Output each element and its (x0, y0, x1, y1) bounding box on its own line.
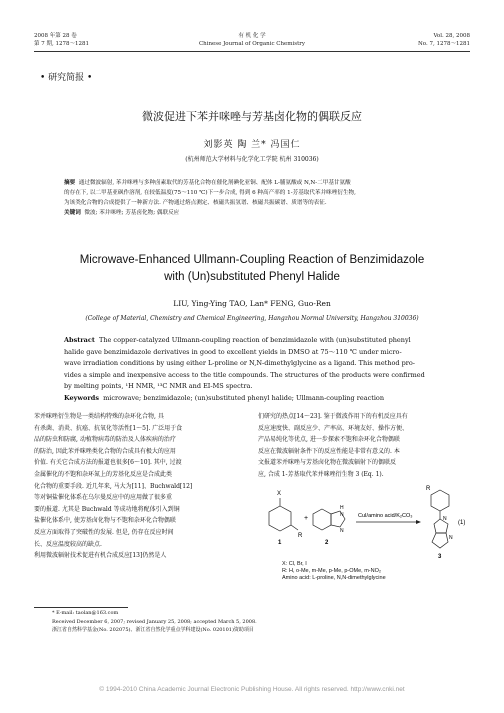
abstract-en-label: Abstract (64, 336, 95, 344)
body-line: 产品易纯化等优点, 进一步探索不饱和杂环化合物偶联 (258, 436, 400, 444)
title-en-line1: Microwave-Enhanced Ullmann-Coupling Reaction of Benzimidazole (79, 254, 425, 266)
scheme-note-amino-acid: Amino acid: L-proline, N,N-dimethylglycine (282, 575, 386, 581)
body-line: 金属催化的不饱和杂环氮上的芳基化反应是合成此类 (34, 470, 173, 478)
nh-h: H (340, 505, 344, 511)
body-line: 等对铜盐催化体系在乌尔曼反应中的应用做了很多重 (34, 494, 173, 502)
body-line: 文报道苯并咪唑与芳基卤化物在微波辐射下的偶联反 (258, 459, 397, 467)
header-no-en: No. 7, 1278～1281 (417, 41, 470, 47)
equation-number: (1) (458, 520, 466, 526)
scheme-note-r: R: H, o-Me, m-Me, p-Me, p-OMe, m-NO₂ (282, 568, 382, 574)
body-left-column (34, 411, 247, 562)
abstract-en-line: by melting points, ¹H NMR, ¹³C NMR and EI-MS spectra. (64, 382, 253, 390)
compound-label-1: 1 (278, 540, 282, 546)
abstract-cn-line: 为该类化合物的合成提供了一种新方法. 产物通过熔点测定、核磁共振氢谱、核磁共振碳谱、质谱等的表征. (64, 200, 327, 206)
arrow-head-icon (416, 520, 421, 524)
body-line: 们研究的热点[14～23]. 鉴于微波作用下的有机反应具有 (258, 413, 408, 420)
header-issue: 第 7 期, 1278～1281 (34, 41, 89, 47)
keywords-cn-label: 关键词 (64, 210, 81, 216)
nh-n: N (340, 512, 344, 518)
footnote-email: * E-mail: taolan@163.com (52, 610, 119, 616)
copyright-notice: © 1994-2010 China Academic Journal Electronic Publishing House. All rights reserved. http://www.cnki.net (99, 686, 405, 693)
body-line: 反应速度快、副反应少、产率高、环境友好、操作方便、 (258, 424, 409, 432)
body-line: 盐催化体系中, 使芳基卤化物与不饱和杂环化合物偶联 (34, 517, 176, 525)
footnote (52, 609, 257, 635)
keywords-en-label: Keywords (64, 393, 99, 402)
body-line: 有杀菌、消炎、抗癌、抗氧化等活性[1～5]. 广泛用于食 (34, 424, 183, 432)
body-line: 反应在微波辐射条件下的反应性能是非常有意义的. 本 (258, 447, 400, 455)
reagent-x: X (277, 491, 282, 497)
keywords-cn: 微波; 苯并咪唑; 芳基卤化物; 偶联反应 (84, 210, 180, 216)
title-en-line2: with (Un)substituted Phenyl Halide (164, 271, 340, 283)
product-n1: N (443, 516, 447, 522)
body-line: 利用微波辐射技术促进有机合成反应[13]仍然是人 (34, 552, 167, 560)
body-line: 价值. 有关它合成方法的报道也很多[6～10]. 其中, 过渡 (34, 459, 182, 467)
body-line: 苯并咪唑衍生物是一类结构特殊的杂环化合物, 具 (34, 413, 164, 420)
authors-en: LIU, Ying-Ying TAO, Lan* FENG, Guo-Ren (173, 299, 331, 308)
title-cn: 微波促进下苯并咪唑与芳基卤化物的偶联反应 (142, 110, 362, 123)
body-line: 长、反应温度较高的缺点. (34, 540, 102, 548)
footnote-fund: 浙江省自然科学基金(No. 202075)、浙江省自然化学重点学科建设(No. 020101)资助项目 (52, 627, 254, 633)
authors-cn: 刘影英 陶 兰* 冯国仁 (203, 140, 301, 150)
abstract-en-line: vides a simple and inexpensive access to the title compounds. The structures of the products were confirmed (64, 370, 425, 379)
footnote-received: Received December 6, 2007; revised January 25, 2008; accepted March 5, 2008. (52, 618, 257, 625)
body-line: 品的防虫和防腐, 动植物病毒的防治及人体疾病的治疗 (34, 436, 176, 444)
keywords-en: microwave; benzimidazole; (un)substituted phenyl halide; Ullmann-coupling reaction (103, 393, 385, 402)
product-r: R (426, 486, 431, 492)
body-line: 应, 合成 1-芳基取代苯并咪唑衍生物 3 (Eq. 1). (258, 470, 384, 478)
abstract-cn-line: 的存在下, 以二甲基亚砜作溶剂, 在较低温度(75～110 ℃)下一步合成, 得到 6 种高产率的 1-芳基取代苯并咪唑衍生物, (64, 190, 356, 196)
body-line: 要的报道. 尤其是 Buchwald 等成功地将配体引入到铜 (34, 505, 180, 513)
abstract-en-line: The copper-catalyzed Ullmann-coupling reaction of benzimidazole with (un)substituted phenyl (99, 336, 411, 344)
phenyl-halide-structure (269, 498, 298, 531)
body-line: 化合物的重要手段. 近几年来, 马大为[11]、Buchwald[12] (34, 482, 193, 490)
abstract-cn-line: 通过微波辐射, 苯并咪唑与多种卤素取代的芳基化合物在催化剂碘化亚铜、配体 L-脯氨酸或 N,N-二甲基甘氨酸 (78, 180, 351, 186)
n-label: N (340, 528, 344, 534)
journal-name-cn: 有 机 化 学 (238, 33, 266, 39)
body-line: 的防治, 因此苯并咪唑类化合物的合成具有极大的应用 (34, 447, 176, 455)
compound-label-3: 3 (438, 554, 442, 560)
scheme-notes (282, 561, 386, 582)
affiliation-en: (College of Material, Chemistry and Chemical Engineering, Hangzhou Normal University, Hangzhou 310036) (85, 315, 419, 322)
section-tag: • 研究简报 • (40, 73, 93, 83)
compound-label-2: 2 (325, 540, 329, 546)
footnote-rule (34, 607, 128, 608)
body-right-column (258, 411, 470, 481)
abstract-en-line: wave irradiation conditions by using either L-proline or N,N-dimethylglycine as a ligand. This method pro- (64, 359, 416, 367)
scheme-note-x: X: Cl, Br, I (282, 561, 307, 567)
abstract-cn (64, 178, 452, 218)
journal-name-en: Chinese Journal of Organic Chemistry (198, 41, 306, 47)
abstract-cn-label: 摘要 (64, 180, 76, 186)
abstract-en-line: halide gave benzimidazole derivatives in good to excellent yields in DMSO at 75～110 ℃ under micro- (64, 347, 402, 356)
header-volume: 2008 年第 28 卷 (34, 33, 77, 39)
product-n2: N (449, 535, 453, 541)
abstract-en (64, 335, 452, 404)
body-line: 反应方面取得了突破性的发展. 但是, 仍存在反应时间 (34, 528, 174, 536)
plus-sign: + (304, 515, 309, 522)
header-vol-en: Vol. 28, 2008 (433, 33, 470, 39)
reaction-condition: CuI/amino acid/K₂CO₃ (358, 513, 413, 519)
header-rule (34, 51, 470, 52)
reagent-r: R (298, 533, 303, 539)
affiliation-cn: (杭州师范大学材料与化学化工学院 杭州 310036) (185, 156, 319, 163)
